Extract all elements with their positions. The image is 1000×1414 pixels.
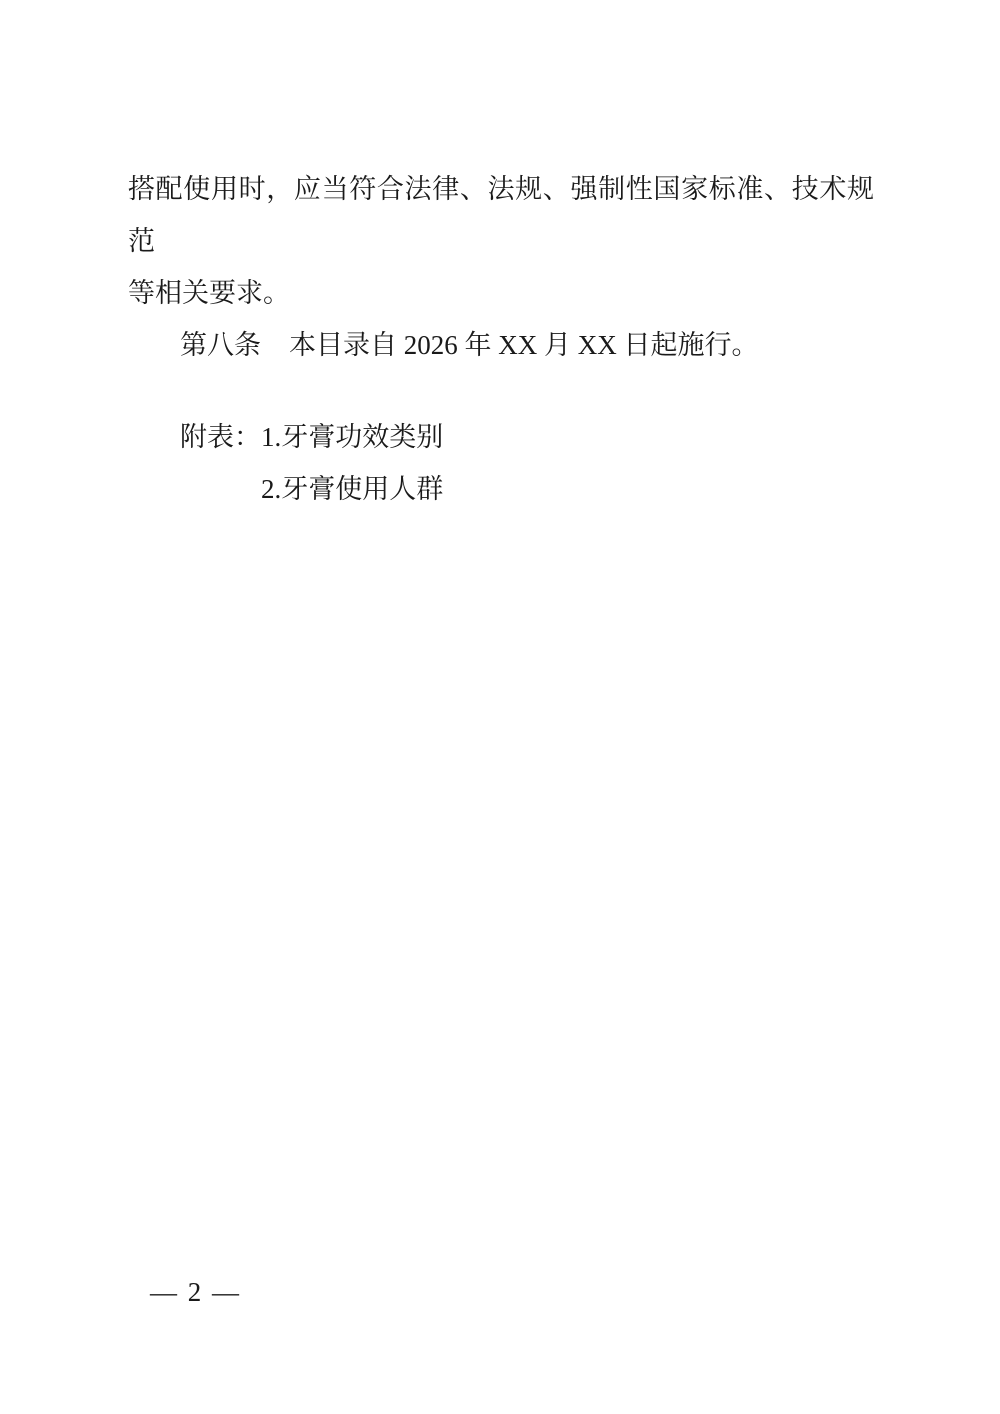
appendix-item-1: 1.牙膏功效类别: [261, 422, 444, 452]
article-8-number: 第八条: [180, 330, 261, 360]
blank-line-spacer: [128, 371, 874, 411]
appendix-item-2: 2.牙膏使用人群: [261, 474, 444, 504]
page-number: — 2 —: [150, 1277, 241, 1307]
appendix-label: 附表：: [180, 422, 261, 452]
body-paragraph-line-1: 搭配使用时，应当符合法律、法规、强制性国家标准、技术规范: [128, 174, 874, 256]
article-8-text: 本目录自 2026 年 XX 月 XX 日起施行。: [289, 330, 759, 360]
body-paragraph-line-2: 等相关要求。: [128, 278, 290, 308]
document-body: [128, 163, 874, 515]
appendix-items: [261, 411, 443, 515]
appendix-list: [128, 411, 874, 515]
article-8-line: [128, 319, 874, 371]
